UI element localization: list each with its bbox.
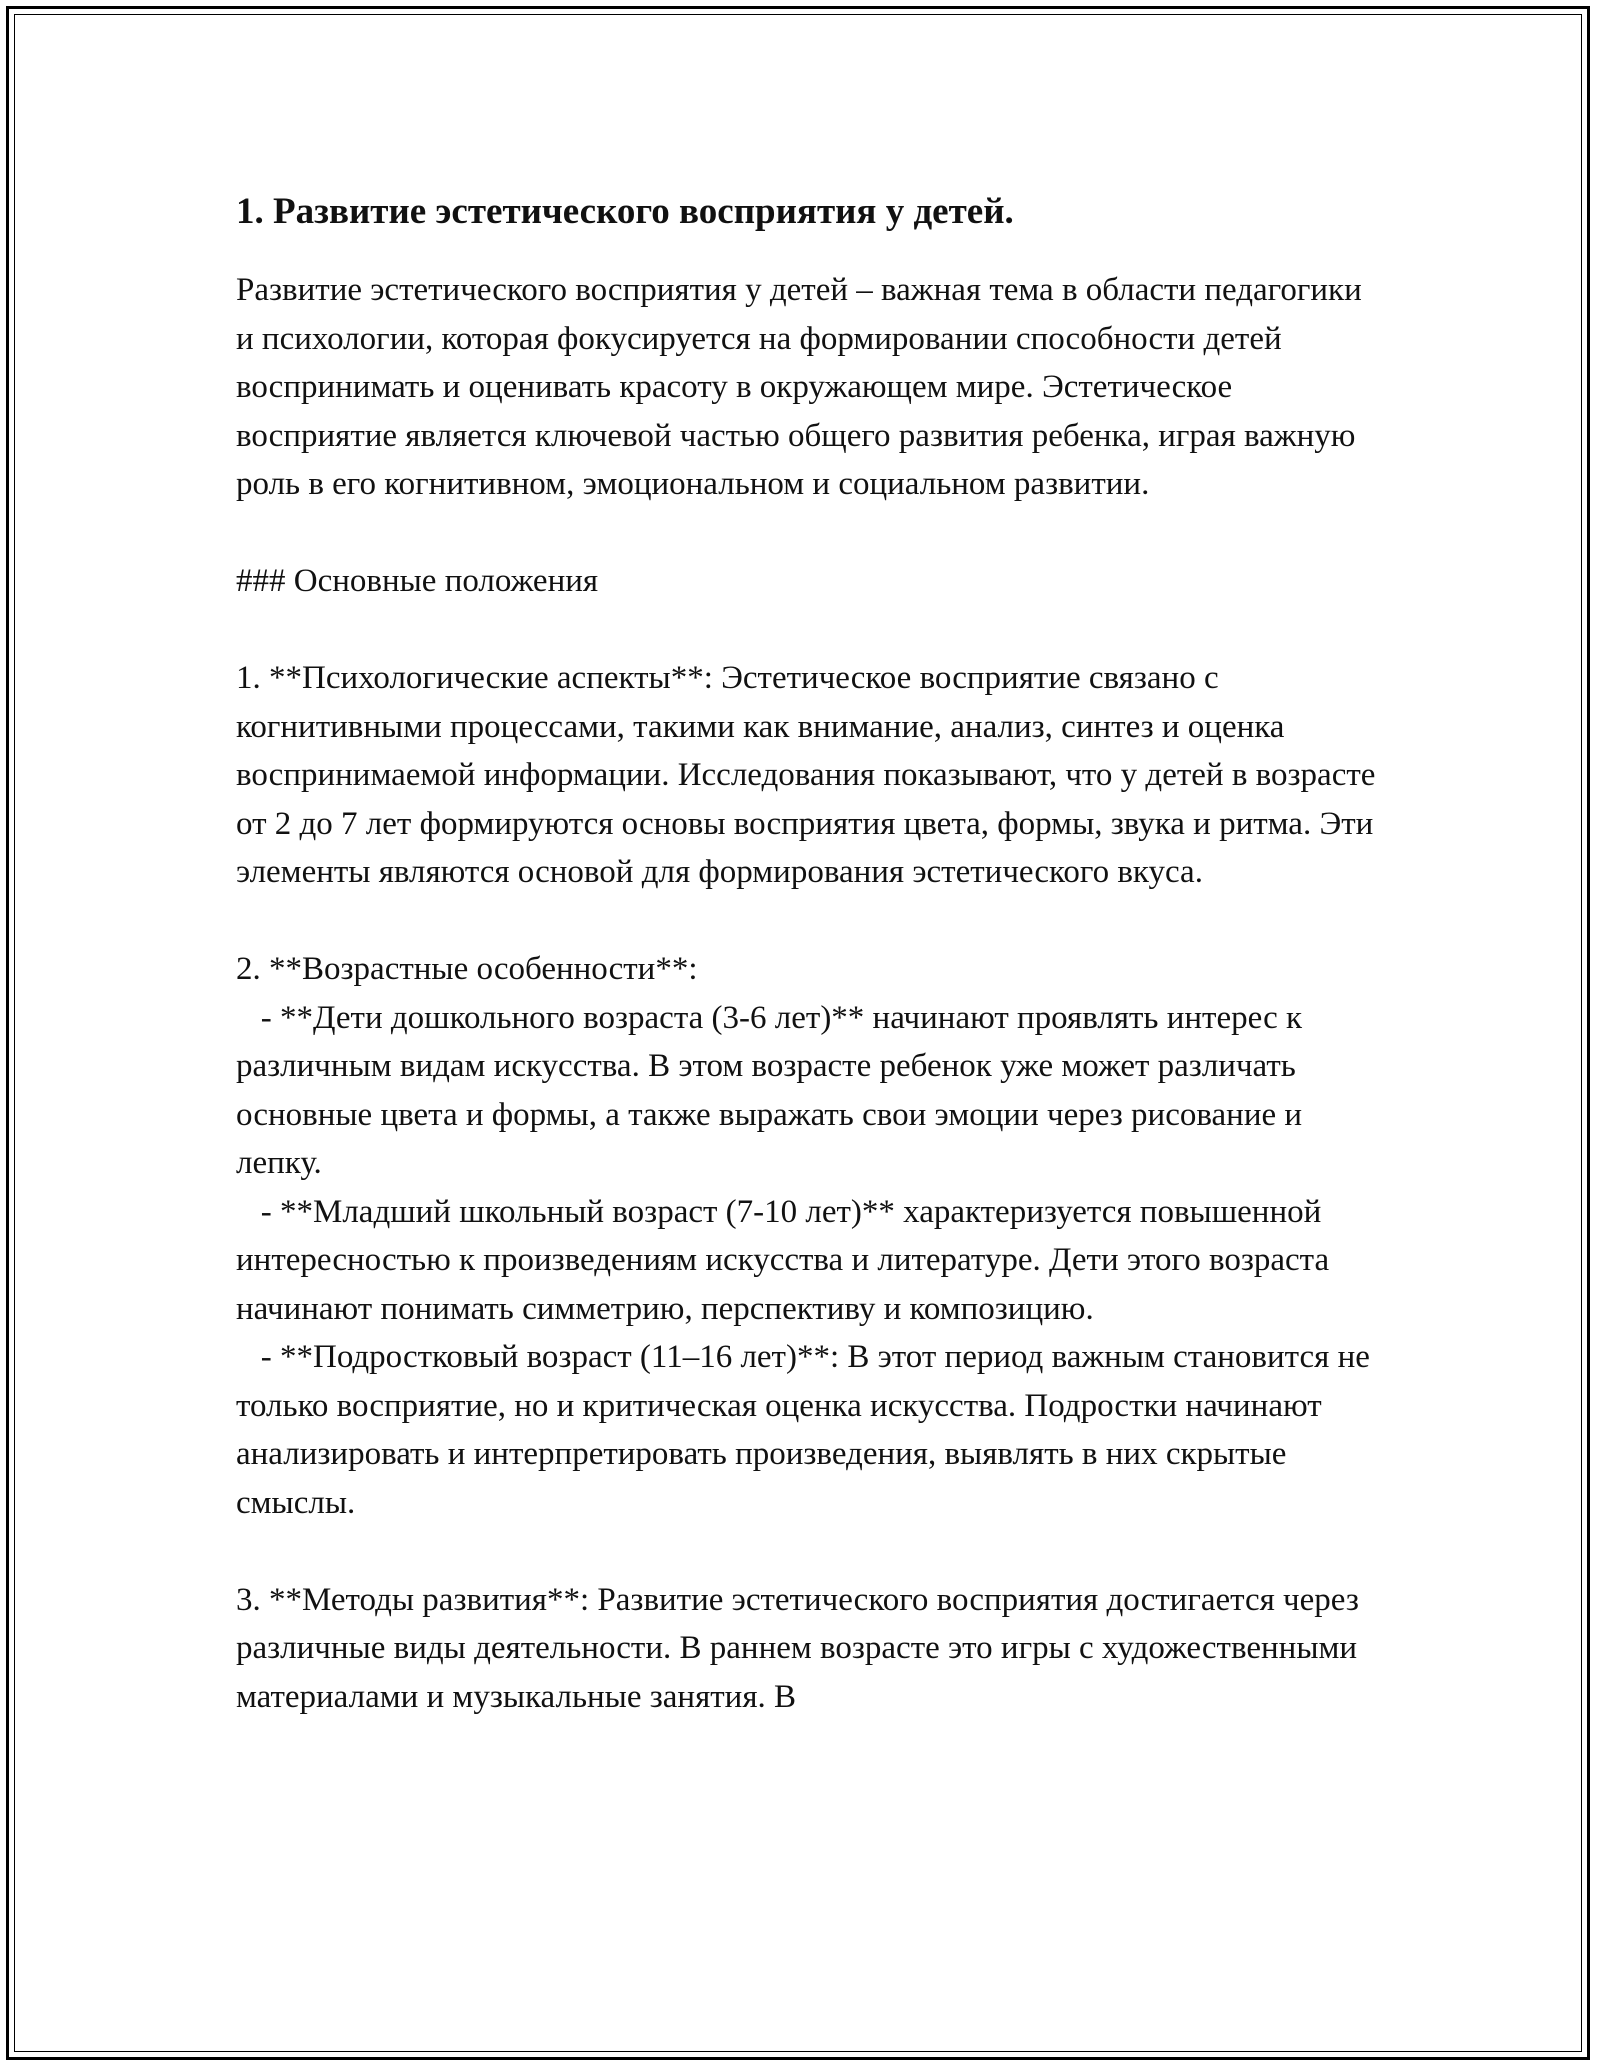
age-item-teen: - **Подростковый возраст (11–16 лет)**: В этот период важным становится не только восприятие, но и критическая оценка искусства. Подростки начинают анализировать и интерпретировать произведения, выявлять в них скрытые смыслы. [236, 1339, 1379, 1521]
intro-paragraph: Развитие эстетического восприятия у детей – важная тема в области педагогики и психологии, которая фокусируется на формировании способности детей воспринимать и оценивать красоту в окружающем мире. Эстетическое восприятие является ключевой частью общего развития ребенка, играя важную роль в его когнитивном, эмоциональном и социальном развитии. [236, 272, 1362, 502]
age-item-preschool: - **Дети дошкольного возраста (3-6 лет)** начинают проявлять интерес к различным видам искусства. В этом возрасте ребенок уже может различать основные цвета и формы, а также выражать свои эмоции через рисование и лепку. [236, 999, 1311, 1181]
paragraph-gap [236, 1527, 1386, 1576]
document-body [236, 188, 1386, 1721]
point-psychological-aspects: 1. **Психологические аспекты**: Эстетическое восприятие связано с когнитивными процессами, такими как внимание, анализ, синтез и оценка воспринимаемой информации. Исследования показывают, что у детей в возрасте от 2 до 7 лет формируются основы восприятия цвета, формы, звука и ритма. Эти элементы являются основой для формирования эстетического вкуса. [236, 660, 1376, 890]
paragraph-gap [236, 606, 1386, 655]
paragraph-gap [236, 897, 1386, 946]
point-age-features-heading: 2. **Возрастные особенности**: [236, 951, 698, 987]
document-title: 1. Развитие эстетического восприятия у детей. [236, 191, 1014, 232]
section-heading: ### Основные положения [236, 563, 599, 599]
paragraph-gap [236, 509, 1386, 558]
age-item-junior-school: - **Младший школьный возраст (7-10 лет)** характеризуется повышенной интересностью к произведениям искусства и литературе. Дети этого возраста начинают понимать симметрию, перспективу и композицию. [236, 1193, 1338, 1327]
point-development-methods: 3. **Методы развития**: Развитие эстетического восприятия достигается через различные виды деятельности. В раннем возрасте это игры с художественными материалами и музыкальные занятия. В [236, 1581, 1359, 1715]
